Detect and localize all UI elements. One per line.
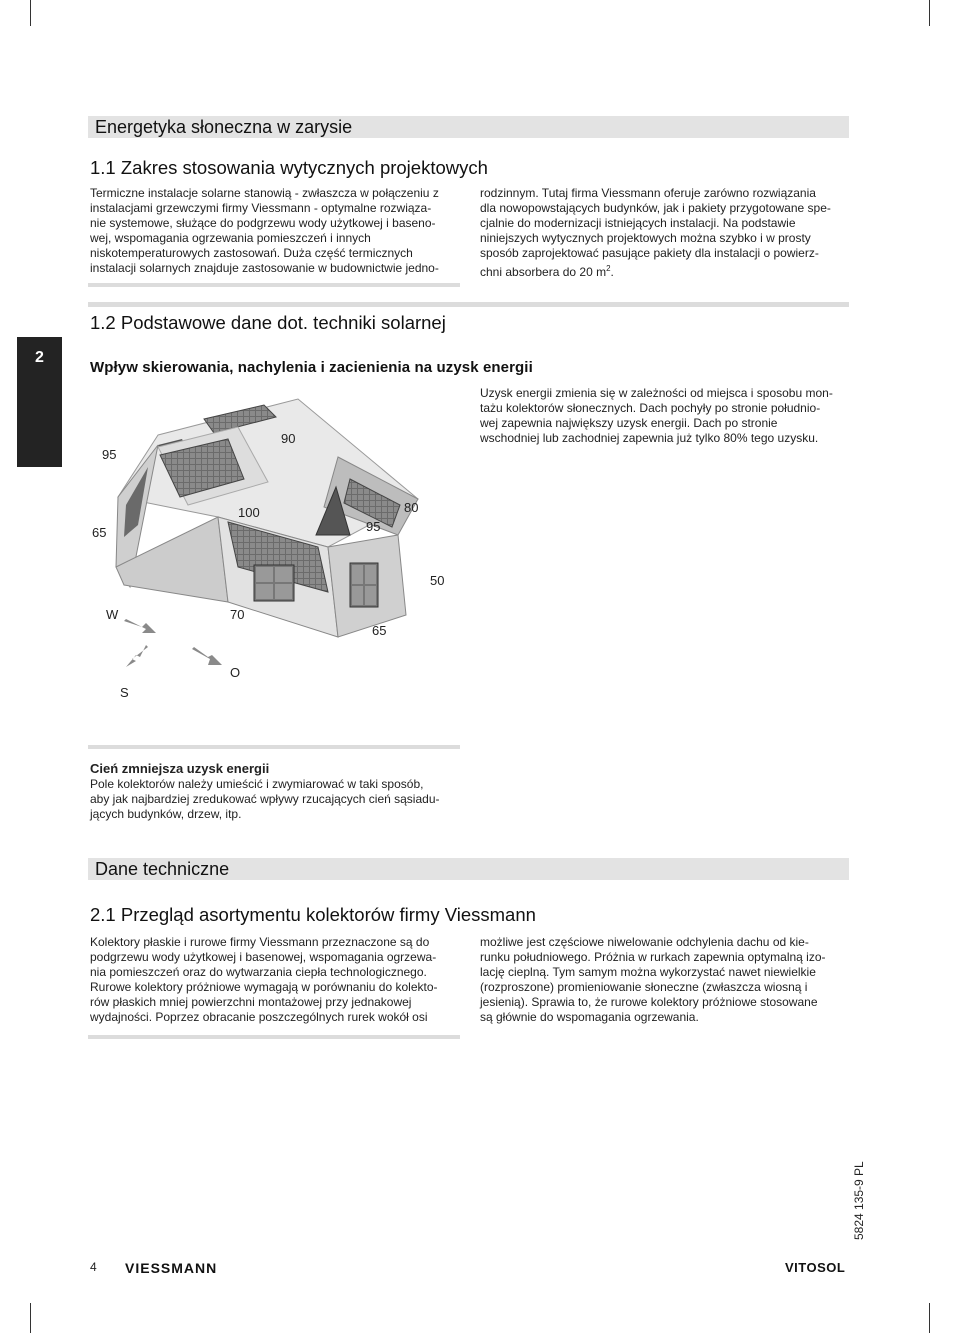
- text-line: wej, wspomagania ogrzewania pomieszczeń i innych: [90, 231, 371, 245]
- crop-mark-top-left: [30, 0, 31, 26]
- s1-1-right-column: [480, 186, 831, 280]
- text-line: instalacji solarnych znajduje zastosowanie w budownictwie jedno-: [90, 261, 439, 275]
- window: [365, 586, 376, 605]
- text-line: wydajności. Poprzez obracanie poszczególnych rurek wokół osi: [90, 1010, 428, 1024]
- text-line: Pole kolektorów należy umieścić i zwymiarować w taki sposób,: [90, 777, 424, 791]
- wplyw-text: [480, 386, 833, 446]
- text-line: wej zapewnia największy uzysk energii. Dach po stronie: [480, 416, 778, 430]
- section-rule: [88, 302, 849, 307]
- house-illustration: [88, 387, 460, 732]
- window: [365, 565, 376, 584]
- text-line: wschodniej lub zachodniej zapewnia już tylko 80% tego uzysku.: [480, 431, 819, 445]
- diagram-rule: [88, 745, 460, 749]
- window: [352, 586, 363, 605]
- text-line: tażu kolektorów słonecznych. Dach pochyły po stronie południo-: [480, 401, 821, 415]
- diagram-label: 95: [102, 447, 117, 462]
- document-number: 5824 135-9 PL: [852, 1161, 866, 1240]
- heading-wplyw: Wpływ skierowania, nachylenia i zacienienia na uzysk energii: [90, 359, 533, 376]
- section-title: Dane techniczne: [95, 859, 230, 879]
- heading-1-2: 1.2 Podstawowe dane dot. techniki solarnej: [90, 312, 446, 333]
- text-line: runku południowego. Próżnia w rurkach zapewnia optymalną izo-: [480, 950, 826, 964]
- diagram-label: W: [106, 607, 119, 622]
- chapter-tab-number: 2: [35, 349, 44, 366]
- section-bar-dane: [88, 858, 849, 880]
- chapter-tab: [17, 337, 62, 467]
- diagram-label: 80: [404, 500, 419, 515]
- text-line: są głównie do wspomagania ogrzewania.: [480, 1010, 699, 1024]
- text-line: lację cieplną. Tym samym można wykorzystać nawet niewielkie: [480, 965, 816, 979]
- text-line: Rurowe kolektory próżniowe wymagają w porównaniu do kolekto-: [90, 980, 438, 994]
- text-line: niskotemperaturowych zastosowań. Duża część termicznych: [90, 246, 413, 260]
- diagram-label: 100: [238, 505, 260, 520]
- cien-section: [90, 761, 440, 822]
- heading-2-1: 2.1 Przegląd asortymentu kolektorów firmy Viessmann: [90, 904, 536, 925]
- section-title: Energetyka słoneczna w zarysie: [95, 117, 353, 137]
- text-line: (rozproszone) promieniowanie słoneczne (zwłaszcza wiosną i: [480, 980, 808, 994]
- house-orientation-diagram: [88, 387, 460, 732]
- window: [352, 565, 363, 584]
- column-rule: [88, 283, 460, 287]
- diagram-label: O: [230, 665, 241, 680]
- text-line: sposób zaprojektować pasujące pakiety dla instalacji o powierz-: [480, 246, 819, 260]
- cien-heading: Cień zmniejsza uzysk energii: [90, 761, 270, 776]
- text-line: nia pomieszczeń oraz do wytwarzania ciepła technologicznego.: [90, 965, 427, 979]
- page-number: 4: [90, 1260, 97, 1274]
- s1-1-left-column: [90, 186, 439, 276]
- text-line: dla nowopowstających budynków, jak i pakiety przygotowane spe-: [480, 201, 831, 215]
- column-rule: [88, 1035, 460, 1039]
- period: .: [610, 265, 614, 279]
- text-line: Uzysk energii zmienia się w zależności od miejsca i sposobu mon-: [480, 386, 833, 400]
- crop-mark-bottom-right: [929, 1303, 930, 1333]
- diagram-label: 90: [281, 431, 296, 446]
- text-line: aby jak najbardziej zredukować wpływy rzucających cień sąsiadu-: [90, 792, 440, 806]
- text-line-last: [480, 261, 831, 280]
- window: [275, 584, 292, 599]
- text-line: podgrzewu wody użytkowej i basenowej, wspomagania ogrzewa-: [90, 950, 437, 964]
- arrow-south: [126, 645, 148, 667]
- crop-mark-top-right: [929, 0, 930, 26]
- diagram-label: 70: [230, 607, 245, 622]
- text-line: rów płaskich mniej powierzchni montażowej przy jednakowej: [90, 995, 412, 1009]
- arrow-east: [192, 647, 222, 665]
- arrow-west: [124, 619, 156, 633]
- text-line: niniejszych wytycznych projektowych można szybko i w prosty: [480, 231, 811, 245]
- text-line: możliwe jest częściowe niwelowanie odchylenia dachu od kie-: [480, 935, 809, 949]
- diagram-label: 50: [430, 573, 445, 588]
- window: [256, 584, 273, 599]
- text-line: jących budynków, drzew, itp.: [90, 807, 242, 821]
- diagram-label: 95: [366, 519, 381, 534]
- crop-mark-bottom-left: [30, 1303, 31, 1333]
- diagram-label: 65: [372, 623, 387, 638]
- text-line: rodzinnym. Tutaj firma Viessmann oferuje zarówno rozwiązania: [480, 186, 816, 200]
- diagram-label: S: [120, 685, 129, 700]
- section-bar-energetyka: [88, 116, 849, 138]
- text-line: cjalnie do modernizacji istniejących instalacji. Na podstawie: [480, 216, 796, 230]
- window: [256, 567, 273, 582]
- vitosol-logo: VITOSOL: [785, 1260, 846, 1275]
- window: [275, 567, 292, 582]
- text-line: nie systemowe, służące do podgrzewu wody użytkowej i baseno-: [90, 216, 436, 230]
- text-line: instalacjami grzewczymi firmy Viessmann - optymalne rozwiąza-: [90, 201, 432, 215]
- text-line: jesienią). Sprawia to, że rurowe kolektory próżniowe stosowane: [480, 995, 818, 1009]
- s2-1-left-column: [90, 935, 438, 1025]
- s2-1-right-column: [480, 935, 826, 1025]
- text-span: chni absorbera do 20 m: [480, 265, 607, 279]
- text-line: Termiczne instalacje solarne stanowią - zwłaszcza w połączeniu z: [90, 186, 439, 200]
- superscript: 2: [606, 264, 611, 273]
- text-line: Kolektory płaskie i rurowe firmy Viessmann przeznaczone są do: [90, 935, 430, 949]
- heading-1-1: 1.1 Zakres stosowania wytycznych projektowych: [90, 157, 488, 178]
- diagram-label: 65: [92, 525, 107, 540]
- viessmann-logo: VIESSMANN: [125, 1260, 218, 1276]
